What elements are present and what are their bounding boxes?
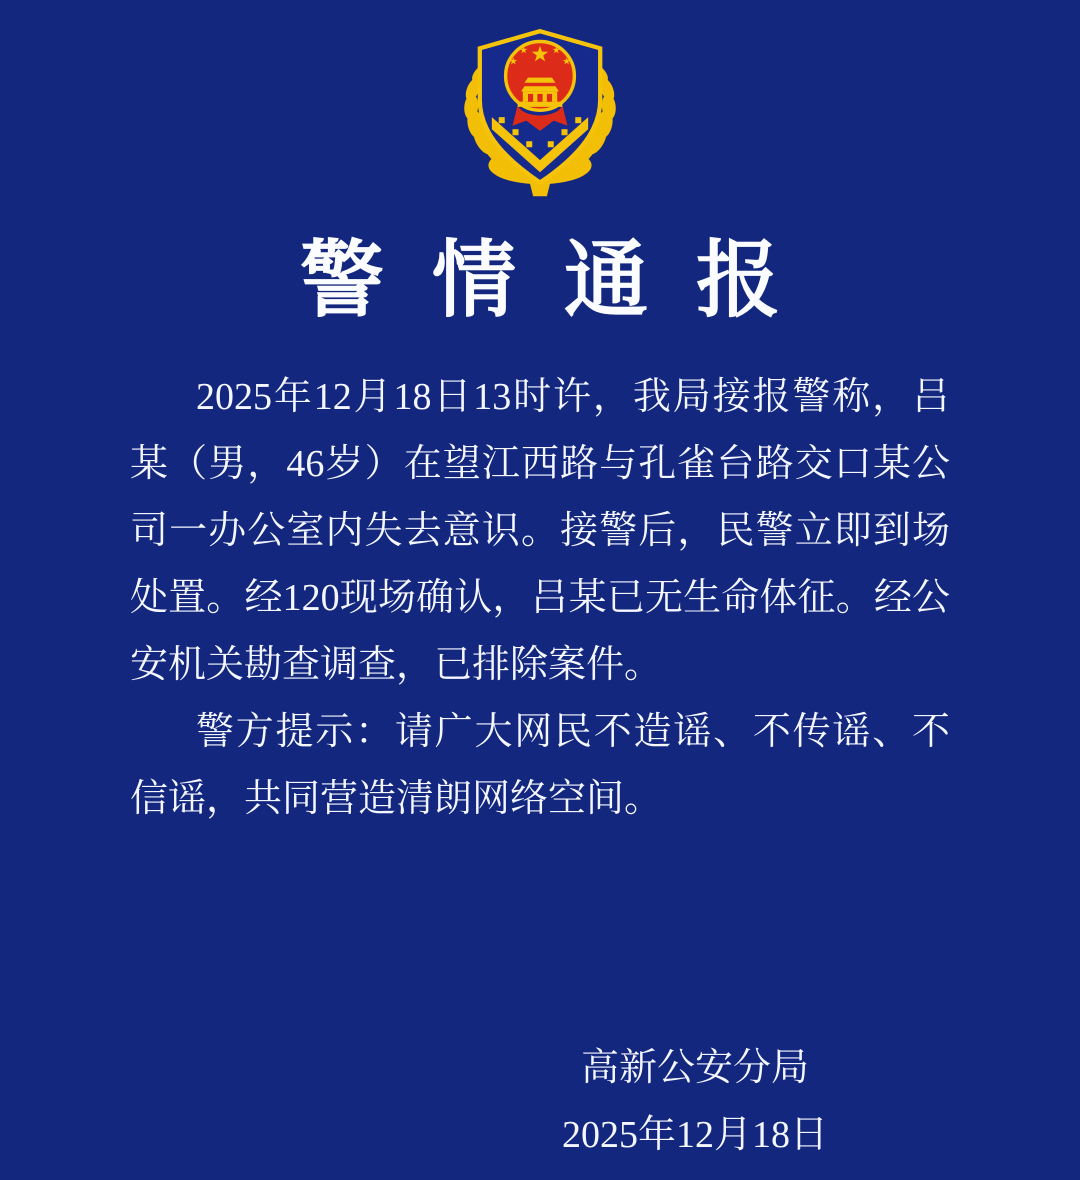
notice-body xyxy=(130,364,950,833)
police-badge-icon xyxy=(452,26,628,198)
notice-line: 司一办公室内失去意识。接警后，民警立即到场 xyxy=(130,510,950,553)
page-title: 警情通报 xyxy=(299,235,828,328)
notice-line: 某（男，46岁）在望江西路与孔雀台路交口某公 xyxy=(130,443,950,486)
signature-date: 2025年12月18日 xyxy=(561,1114,828,1157)
notice-line: 2025年12月18日13时许，我局接报警称，吕 xyxy=(196,376,950,419)
notice-line: 警方提示：请广大网民不造谣、不传谣、不 xyxy=(196,711,950,754)
signature-block xyxy=(0,1035,1080,1169)
signature-unit: 高新公安分局 xyxy=(580,1047,809,1090)
emblem-container xyxy=(0,0,1080,198)
notice-line: 信谣，共同营造清朗网络空间。 xyxy=(130,778,663,821)
national-emblem xyxy=(506,41,575,110)
notice-line: 处置。经120现场确认，吕某已无生命体征。经公 xyxy=(130,577,950,620)
notice-line: 安机关勘查调查，已排除案件。 xyxy=(130,644,663,687)
